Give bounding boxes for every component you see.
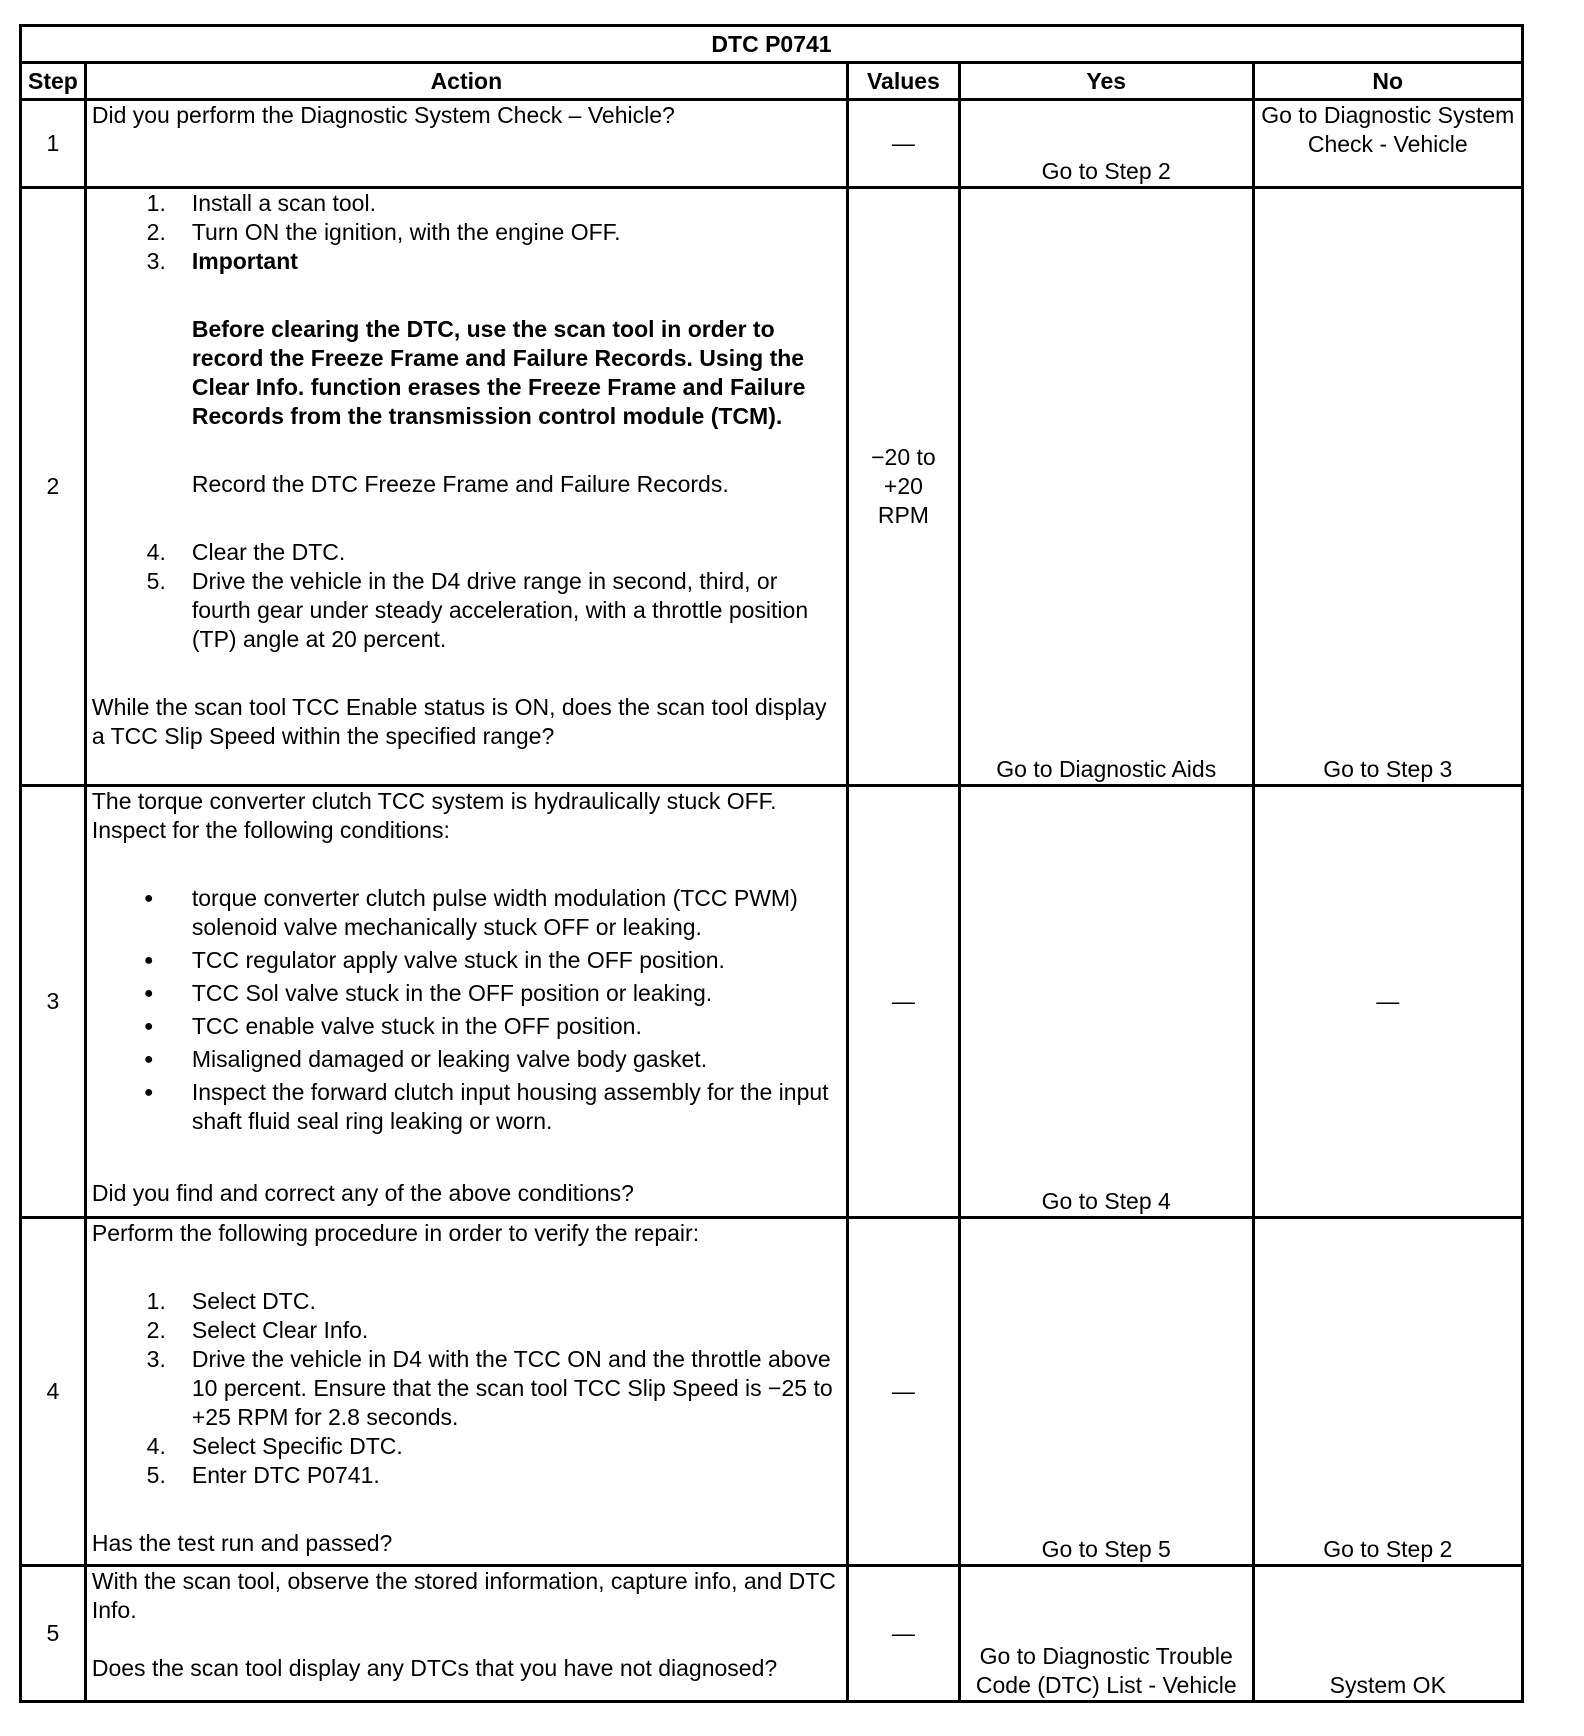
yes-cell: Go to Diagnostic Trouble Code (DTC) List - Vehicle: [959, 1566, 1253, 1702]
list-item: [92, 1287, 841, 1316]
values-cell: —: [847, 1566, 959, 1702]
yes-cell: Go to Step 4: [959, 786, 1253, 1218]
table-title: DTC P0741: [21, 26, 1523, 63]
yes-cell: Go to Step 5: [959, 1218, 1253, 1566]
dtc-table: [19, 24, 1524, 1703]
action-question: Does the scan tool display any DTCs that you have not diagnosed?: [91, 1655, 778, 1681]
list-item: ● Misaligned damaged or leaking valve body gasket.: [92, 1045, 841, 1074]
list-text: Install a scan tool.: [191, 190, 376, 216]
no-cell: Go to Diagnostic System Check - Vehicle: [1253, 100, 1522, 188]
list-number: 2.: [146, 219, 166, 245]
list-item: [92, 1432, 841, 1461]
list-item: ● Inspect the forward clutch input housing assembly for the input shaft fluid seal ring leaking or worn.: [92, 1078, 841, 1136]
values-cell: −20 to +20 RPM: [847, 188, 959, 786]
list-item: ● TCC Sol valve stuck in the OFF position or leaking.: [92, 979, 841, 1008]
action-question: Has the test run and passed?: [91, 1530, 393, 1556]
action-cell: [85, 786, 847, 1218]
list-text: Clear the DTC.: [191, 539, 346, 565]
list-number: 5.: [146, 568, 166, 594]
no-cell: Go to Step 2: [1253, 1218, 1522, 1566]
list-number: 1.: [146, 190, 166, 216]
list-item: [92, 218, 841, 247]
list-text: Turn ON the ignition, with the engine OFF.: [191, 219, 621, 245]
action-intro: The torque converter clutch TCC system is hydraulically stuck OFF. Inspect for the following conditions:: [91, 788, 777, 843]
record-instruction: Record the DTC Freeze Frame and Failure Records.: [191, 471, 729, 497]
action-cell: [85, 188, 847, 786]
list-text: Select Clear Info.: [191, 1317, 369, 1343]
action-intro: Perform the following procedure in order to verify the repair:: [91, 1220, 700, 1246]
header-action: Action: [85, 63, 847, 100]
important-note: Before clearing the DTC, use the scan tool in order to record the Freeze Frame and Failure Records. Using the Clear Info. function erases the Freeze Frame and Failure Records from the transmission control module (TCM).: [191, 316, 806, 429]
table-row-step-5: [21, 1566, 1523, 1702]
list-number: 3.: [146, 1346, 166, 1372]
values-cell: —: [847, 1218, 959, 1566]
table-row-step-2: [21, 188, 1523, 786]
step-number: 2: [21, 188, 86, 786]
list-item: ● torque converter clutch pulse width modulation (TCC PWM) solenoid valve mechanically stuck OFF or leaking.: [92, 884, 841, 942]
procedure-list: [92, 538, 841, 654]
action-cell: [85, 100, 847, 188]
header-row: [21, 63, 1523, 100]
list-number: 3.: [146, 248, 166, 274]
action-cell: [85, 1566, 847, 1702]
yes-cell: Go to Diagnostic Aids: [959, 188, 1253, 786]
list-number: 4.: [146, 539, 166, 565]
list-item: [92, 1461, 841, 1490]
list-text: Drive the vehicle in D4 with the TCC ON and the throttle above 10 percent. Ensure that the scan tool TCC Slip Speed is −25 to +25 RPM for 2.8 seconds.: [191, 1346, 833, 1430]
action-cell: [85, 1218, 847, 1566]
list-item: [92, 1345, 841, 1432]
table-row-step-3: [21, 786, 1523, 1218]
title-row: [21, 26, 1523, 63]
action-question: Did you perform the Diagnostic System Check – Vehicle?: [91, 102, 675, 128]
list-item: [92, 247, 841, 276]
list-number: 2.: [146, 1317, 166, 1343]
values-cell: —: [847, 786, 959, 1218]
step-number: 3: [21, 786, 86, 1218]
condition-list: [92, 884, 841, 1136]
list-item: [92, 567, 841, 654]
list-item: ● TCC enable valve stuck in the OFF position.: [92, 1012, 841, 1041]
no-cell: Go to Step 3: [1253, 188, 1522, 786]
list-item: ● TCC regulator apply valve stuck in the OFF position.: [92, 946, 841, 975]
step-number: 1: [21, 100, 86, 188]
table-row-step-4: [21, 1218, 1523, 1566]
procedure-list: [92, 1287, 841, 1490]
list-text: Select Specific DTC.: [191, 1433, 403, 1459]
list-item: [92, 538, 841, 567]
no-cell: —: [1253, 786, 1522, 1218]
action-question: While the scan tool TCC Enable status is ON, does the scan tool display a TCC Slip Speed within the specified range?: [91, 694, 827, 749]
step-number: 4: [21, 1218, 86, 1566]
list-text: Enter DTC P0741.: [191, 1462, 380, 1488]
list-text: Select DTC.: [191, 1288, 316, 1314]
list-number: 5.: [146, 1462, 166, 1488]
list-item: [92, 1316, 841, 1345]
table-row-step-1: [21, 100, 1523, 188]
list-number: 4.: [146, 1433, 166, 1459]
header-yes: Yes: [959, 63, 1253, 100]
step-number: 5: [21, 1566, 86, 1702]
header-values: Values: [847, 63, 959, 100]
action-question: Did you find and correct any of the above conditions?: [91, 1180, 634, 1206]
no-cell: System OK: [1253, 1566, 1522, 1702]
list-number: 1.: [146, 1288, 166, 1314]
yes-cell: Go to Step 2: [959, 100, 1253, 188]
header-step: Step: [21, 63, 86, 100]
list-text: Drive the vehicle in the D4 drive range in second, third, or fourth gear under steady acceleration, with a throttle position (TP) angle at 20 percent.: [191, 568, 809, 652]
header-no: No: [1253, 63, 1522, 100]
procedure-list: [92, 189, 841, 276]
action-intro: With the scan tool, observe the stored information, capture info, and DTC Info.: [91, 1568, 836, 1623]
important-label: Important: [191, 248, 298, 274]
list-item: [92, 189, 841, 218]
values-cell: —: [847, 100, 959, 188]
